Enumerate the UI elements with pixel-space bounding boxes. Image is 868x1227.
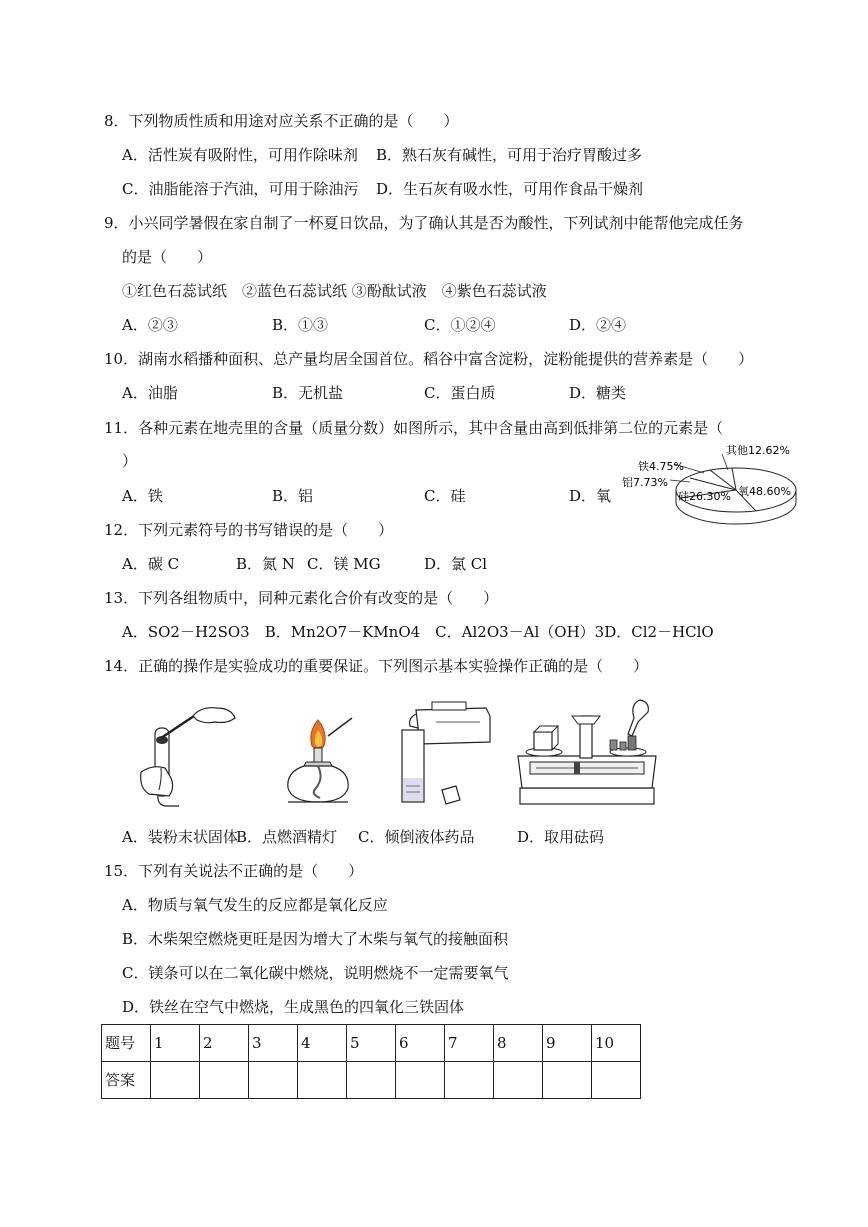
- question-10-stem: 10．湖南水稻播种面积、总产量均居全国首位。稻谷中富含淀粉，淀粉能提供的营养素是（ ）: [104, 350, 754, 368]
- answer-cell[interactable]: [396, 1062, 445, 1099]
- table-cell-number: 6: [396, 1025, 445, 1062]
- pouring-liquid-figure: [396, 700, 496, 808]
- question-9-option-b: B．①③: [272, 316, 329, 334]
- question-11-stem-cont: ）: [122, 452, 138, 470]
- table-cell-number: 4: [298, 1025, 347, 1062]
- question-10-option-c: C．蛋白质: [424, 384, 496, 402]
- crust-element-pie-figure: [620, 440, 810, 532]
- question-10-option-d: D．糖类: [569, 384, 627, 402]
- question-12-option-c: C．镁 MG: [307, 555, 381, 573]
- question-8-option-c: C．油脂能溶于汽油，可用于除油污: [122, 180, 359, 198]
- alcohol-lamp-figure: [280, 708, 360, 808]
- answer-cell[interactable]: [347, 1062, 396, 1099]
- question-11-option-d: D．氧: [569, 487, 612, 505]
- question-9-items: ①红色石蕊试纸 ②蓝色石蕊试纸 ③酚酞试液 ④紫色石蕊试液: [122, 282, 547, 300]
- answer-cell[interactable]: [494, 1062, 543, 1099]
- question-15-stem: 15．下列有关说法不正确的是（ ）: [104, 862, 364, 880]
- question-11-option-a: A．铁: [122, 487, 163, 505]
- answer-cell[interactable]: [445, 1062, 494, 1099]
- question-10-option-a: A．油脂: [122, 384, 178, 402]
- table-cell-number: 10: [592, 1025, 641, 1062]
- answer-cell[interactable]: [249, 1062, 298, 1099]
- question-12-option-a: A．碳 C: [122, 555, 180, 573]
- question-10-option-b: B．无机盐: [272, 384, 344, 402]
- question-9-option-a: A．②③: [122, 316, 178, 334]
- answer-table-number-row: [102, 1025, 641, 1062]
- question-13-options: A．SO2－H2SO3 B．Mn2O7－KMnO4 C．Al2O3－Al（OH）3D．Cl2－HClO: [122, 623, 714, 641]
- question-14-stem: 14．正确的操作是实验成功的重要保证。下列图示基本实验操作正确的是（ ）: [104, 657, 649, 675]
- question-12-option-b: B．氮 N: [236, 555, 295, 573]
- question-15-option-a: A．物质与氧气发生的反应都是氧化反应: [122, 896, 388, 914]
- pie-label-iron: 铁4.75%: [638, 460, 684, 473]
- answer-table: [101, 1024, 641, 1099]
- question-8-option-b: B．熟石灰有碱性，可用于治疗胃酸过多: [376, 146, 643, 164]
- answer-cell[interactable]: [298, 1062, 347, 1099]
- table-header-number: 题号: [102, 1025, 151, 1062]
- question-14-option-d: D．取用砝码: [517, 828, 605, 846]
- question-14-option-c: C．倾倒液体药品: [358, 828, 475, 846]
- question-9-stem: 9．小兴同学暑假在家自制了一杯夏日饮品，为了确认其是否为酸性，下列试剂中能帮他完成任务: [104, 214, 744, 232]
- question-9-stem-cont: 的是（ ）: [122, 248, 213, 266]
- question-14-option-a: A．装粉末状固体: [122, 828, 238, 846]
- answer-cell[interactable]: [200, 1062, 249, 1099]
- question-13-stem: 13．下列各组物质中，同种元素化合价有改变的是（ ）: [104, 589, 499, 607]
- pie-label-oxygen: 氧48.60%: [738, 485, 791, 498]
- question-8-option-a: A．活性炭有吸附性，可用作除味剂: [122, 146, 358, 164]
- answer-table-answer-row: [102, 1062, 641, 1099]
- powder-loading-figure: [135, 698, 245, 810]
- pie-label-aluminum: 铝7.73%: [622, 476, 668, 489]
- table-cell-number: 2: [200, 1025, 249, 1062]
- table-header-answer: 答案: [102, 1062, 151, 1099]
- question-8-option-d: D．生石灰有吸水性，可用作食品干燥剂: [376, 180, 644, 198]
- table-cell-number: 5: [347, 1025, 396, 1062]
- table-cell-number: 9: [543, 1025, 592, 1062]
- question-11-stem: 11．各种元素在地壳里的含量（质量分数）如图所示，其中含量由高到低排第二位的元素是（: [104, 419, 724, 437]
- answer-cell[interactable]: [151, 1062, 200, 1099]
- question-14-option-b: B．点燃酒精灯: [236, 828, 338, 846]
- answer-cell[interactable]: [592, 1062, 641, 1099]
- pie-label-other: 其他12.62%: [726, 444, 790, 457]
- table-cell-number: 1: [151, 1025, 200, 1062]
- table-cell-number: 8: [494, 1025, 543, 1062]
- question-15-option-c: C．镁条可以在二氧化碳中燃烧，说明燃烧不一定需要氧气: [122, 964, 509, 982]
- question-9-option-d: D．②④: [569, 316, 627, 334]
- table-cell-number: 7: [445, 1025, 494, 1062]
- question-11-option-c: C．硅: [424, 487, 466, 505]
- balance-weights-figure: [516, 696, 658, 808]
- table-cell-number: 3: [249, 1025, 298, 1062]
- answer-cell[interactable]: [543, 1062, 592, 1099]
- question-15-option-d: D．铁丝在空气中燃烧，生成黑色的四氧化三铁固体: [122, 998, 465, 1016]
- question-11-option-b: B．铝: [272, 487, 314, 505]
- question-8-stem: 8．下列物质性质和用途对应关系不正确的是（ ）: [104, 112, 459, 130]
- question-12-option-d: D．氯 Cl: [424, 555, 488, 573]
- pie-label-silicon: 硅26.30%: [678, 490, 731, 503]
- question-9-option-c: C．①②④: [424, 316, 496, 334]
- question-15-option-b: B．木柴架空燃烧更旺是因为增大了木柴与氧气的接触面积: [122, 930, 509, 948]
- question-12-stem: 12．下列元素符号的书写错误的是（ ）: [104, 521, 394, 539]
